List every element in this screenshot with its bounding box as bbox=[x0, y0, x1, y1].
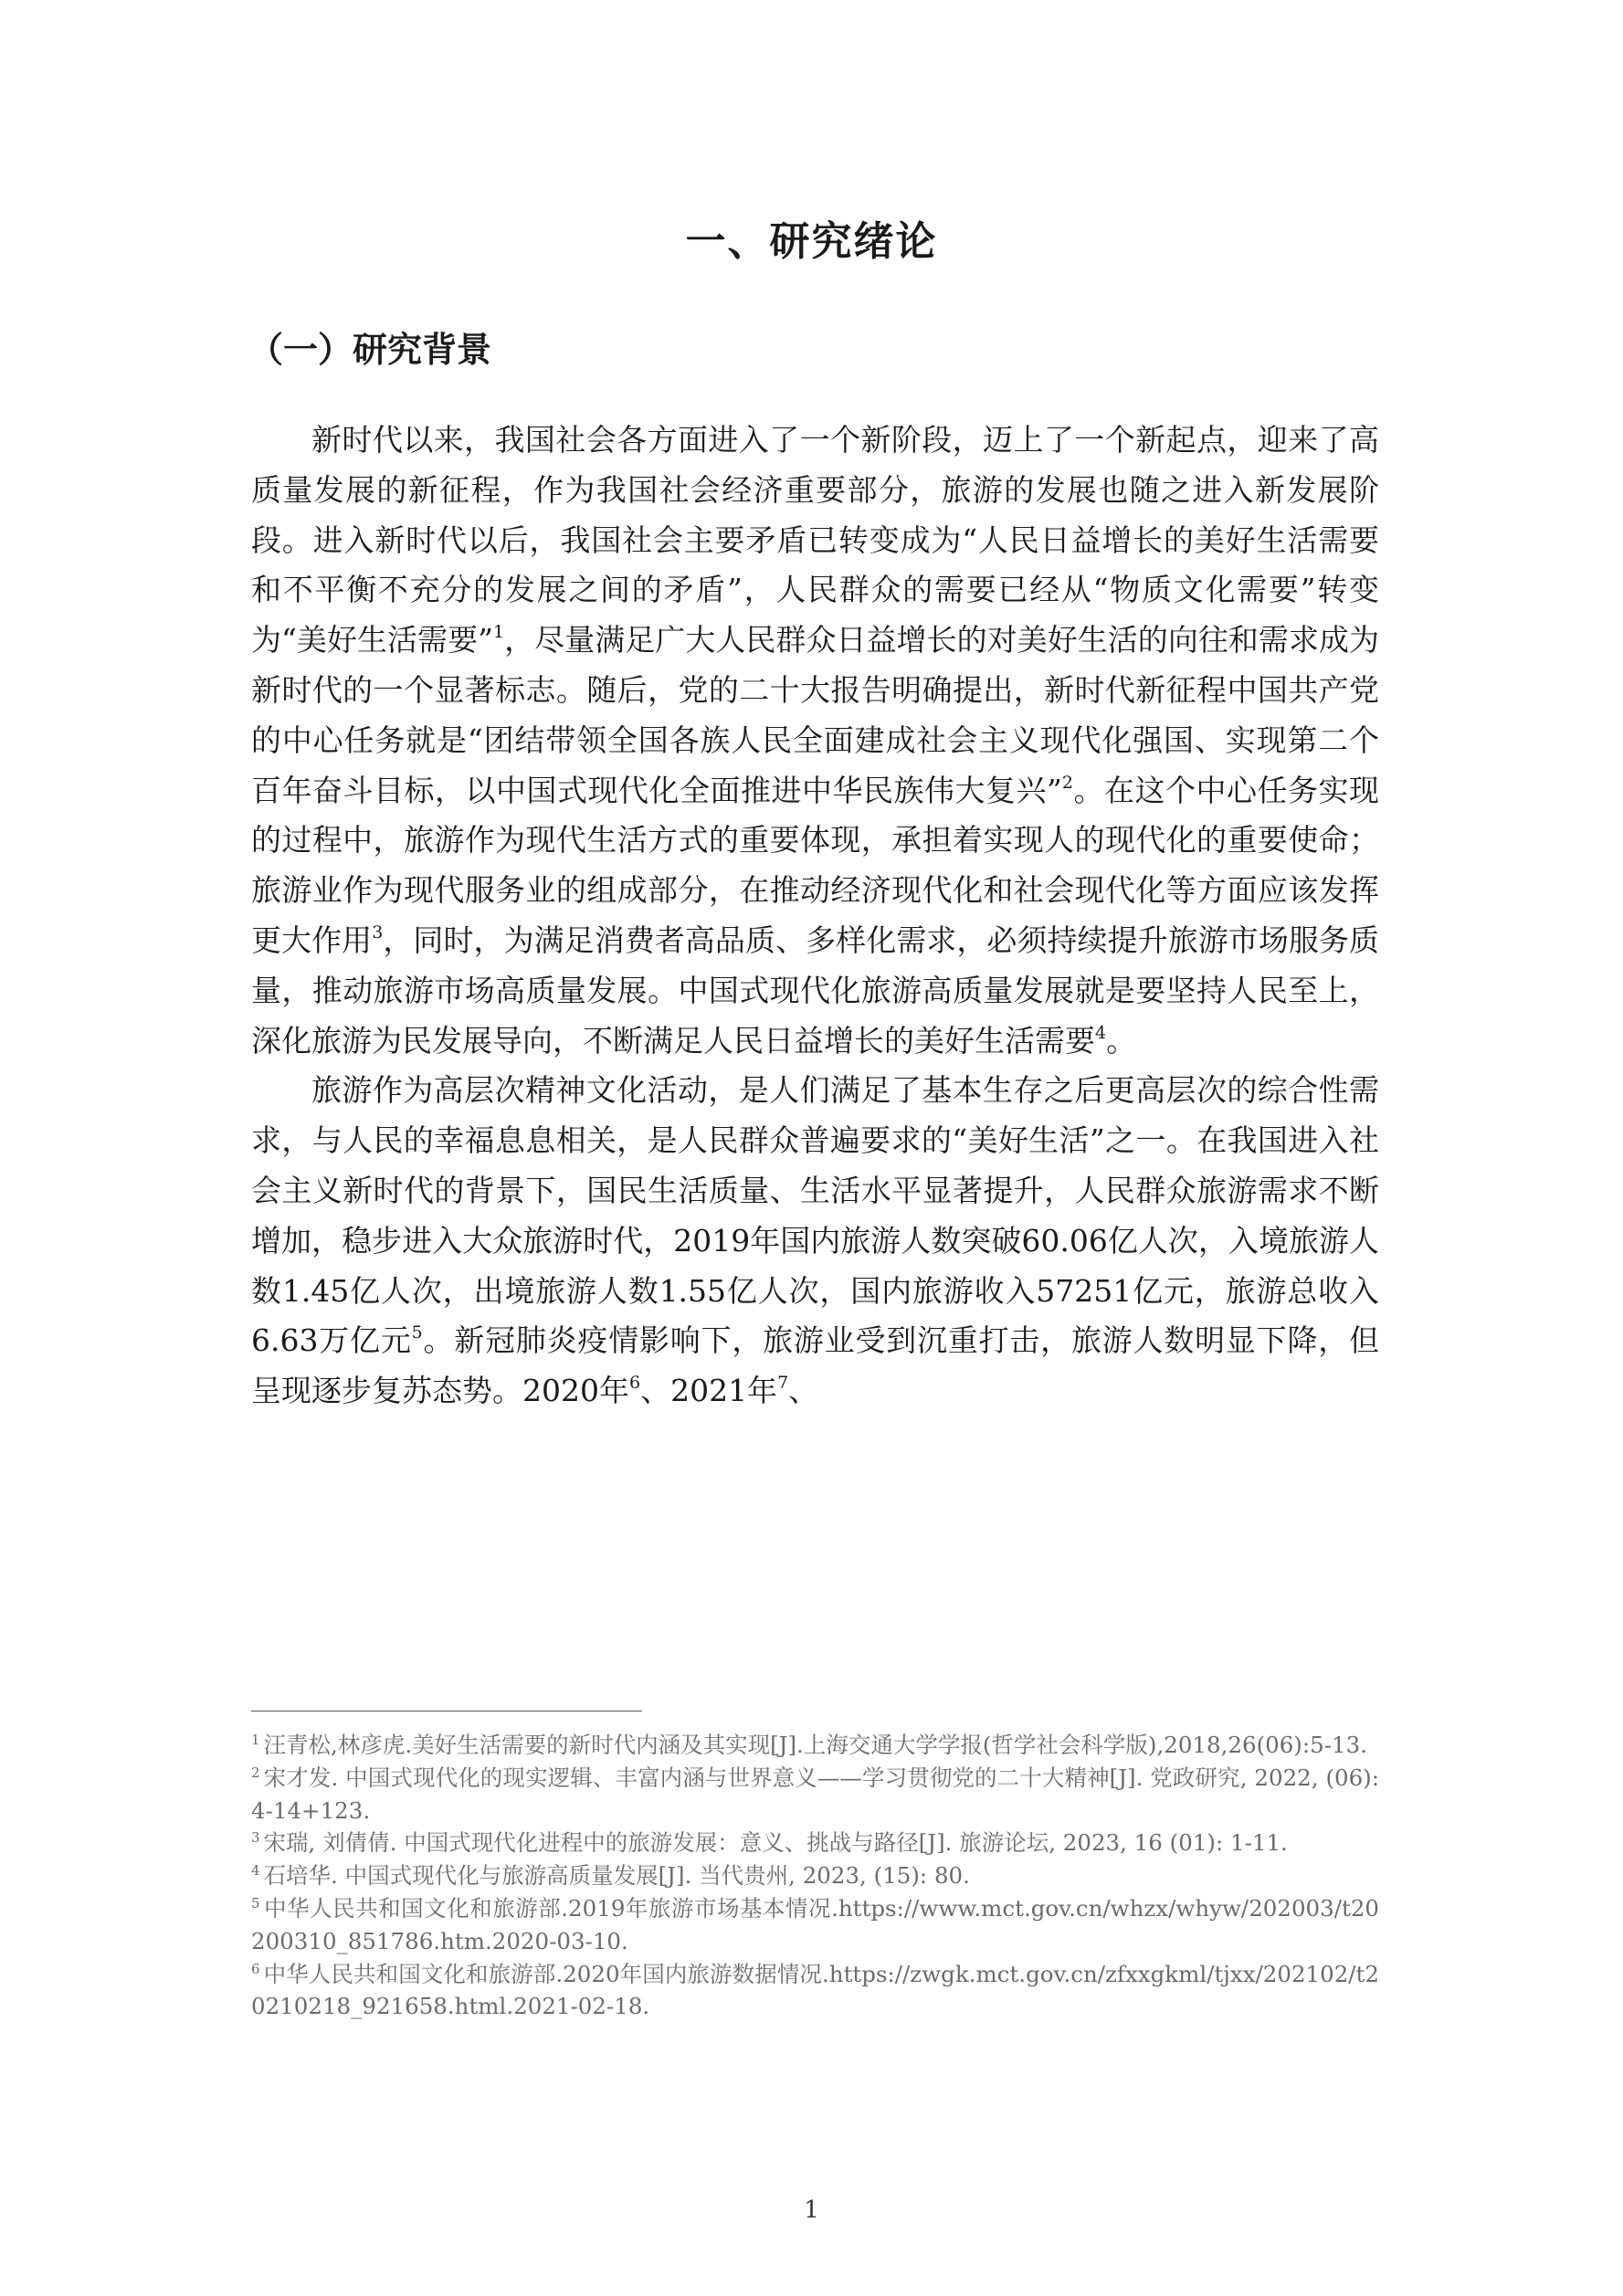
text-segment: 、 bbox=[788, 1373, 819, 1409]
footnote-item bbox=[251, 1827, 1379, 1859]
footnote-text: 汪青松,林彦虎.美好生活需要的新时代内涵及其实现[J].上海交通大学学报(哲学社会科学版),2018,26(06):5-13. bbox=[263, 1732, 1367, 1758]
footnote-item bbox=[251, 1859, 1379, 1892]
text-segment: 。在这个中心任务实现的过程中，旅游作为现代生活方式的重要体现，承担着实现人的现代化的重要使命；旅游业作为现代服务业的组成部分，在推动经济现代化和社会现代化等方面应该发挥更大作用 bbox=[251, 772, 1380, 958]
paragraph bbox=[251, 416, 1379, 1066]
text-segment: 旅游作为高层次精神文化活动，是人们满足了基本生存之后更高层次的综合性需求，与人民的幸福息息相关，是人民群众普遍要求的“美好生活”之一。在我国进入社会主义新时代的背景下，国民生活质量、生活水平显著提升，人民群众旅游需求不断增加，稳步进入大众旅游时代，2019年国内旅游人数突破60.06亿人次，入境旅游人数1.45亿人次，出境旅游人数1.55亿人次，国内旅游收入57251亿元，旅游总收入6.63万亿元 bbox=[251, 1072, 1379, 1359]
section-title: （一）研究背景 bbox=[248, 330, 492, 370]
footnote-number: 2 bbox=[251, 1764, 260, 1781]
text-segment: 、2021年 bbox=[640, 1373, 778, 1409]
footnote-ref[interactable]: 4 bbox=[1095, 1022, 1107, 1043]
footnote-ref[interactable]: 5 bbox=[411, 1322, 423, 1343]
footnote-ref[interactable]: 3 bbox=[372, 922, 384, 943]
text-segment: ，同时，为满足消费者高品质、多样化需求，必须持续提升旅游市场服务质量，推动旅游市场高质量发展。中国式现代化旅游高质量发展就是要坚持人民至上，深化旅游为民发展导向，不断满足人民日益增长的美好生活需要 bbox=[251, 922, 1380, 1058]
footnote-ref[interactable]: 6 bbox=[628, 1373, 641, 1394]
footnote-number: 3 bbox=[251, 1829, 260, 1847]
footnote-item bbox=[251, 1729, 1379, 1762]
chapter-title: 一、研究绪论 bbox=[685, 218, 938, 265]
footnote-item bbox=[251, 1762, 1379, 1827]
text-segment: ，尽量满足广大人民群众日益增长的对美好生活的向往和需求成为新时代的一个显著标志。随后，党的二十大报告明确提出，新时代新征程中国共产党的中心任务就是“团结带领全国各族人民全面建成社会主义现代化强国、实现第二个百年奋斗目标，以中国式现代化全面推进中华民族伟大复兴” bbox=[251, 622, 1379, 808]
footnote-text: 宋瑞, 刘倩倩. 中国式现代化进程中的旅游发展：意义、挑战与路径[J]. 旅游论坛, 2023, 16 (01): 1-11. bbox=[263, 1829, 1288, 1857]
footnote-item bbox=[251, 1892, 1379, 1958]
footnote-number: 5 bbox=[251, 1894, 260, 1912]
footnote-ref[interactable]: 1 bbox=[493, 622, 505, 643]
footnotes bbox=[251, 1729, 1379, 2023]
footnote-text: 宋才发. 中国式现代化的现实逻辑、丰富内涵与世界意义——学习贯彻党的二十大精神[J]. 党政研究, 2022, (06): 4-14+123. bbox=[251, 1764, 1379, 1824]
footnote-ref[interactable]: 7 bbox=[777, 1373, 789, 1394]
footnote-number: 4 bbox=[251, 1862, 260, 1880]
footnote-number: 6 bbox=[251, 1960, 260, 1977]
footnote-item bbox=[251, 1958, 1379, 2024]
footnote-text: 中华人民共和国文化和旅游部.2020年国内旅游数据情况.https://zwgk.mct.gov.cn/zfxxgkml/tjxx/202102/t20210218_921658.html.2021-02-18. bbox=[251, 1960, 1379, 2020]
footnote-number: 1 bbox=[251, 1732, 260, 1748]
footnote-text: 中华人民共和国文化和旅游部.2019年旅游市场基本情况.https://www.mct.gov.cn/whzx/whyw/202003/t20200310_851786.htm.2020-03-10. bbox=[251, 1894, 1379, 1954]
body-text bbox=[251, 416, 1379, 1417]
text-segment: 。新冠肺炎疫情影响下，旅游业受到沉重打击，旅游人数明显下降，但呈现逐步复苏态势。2020年 bbox=[251, 1322, 1380, 1409]
footnote-ref[interactable]: 2 bbox=[1061, 772, 1073, 793]
text-segment: 新时代以来，我国社会各方面进入了一个新阶段，迈上了一个新起点，迎来了高质量发展的新征程，作为我国社会经济重要部分，旅游的发展也随之进入新发展阶段。进入新时代以后，我国社会主要矛盾已转变成为“人民日益增长的美好生活需要和不平衡不充分的发展之间的矛盾”，人民群众的需要已经从“物质文化需要”转变为“美好生活需要” bbox=[251, 422, 1379, 658]
text-segment: 。 bbox=[1106, 1022, 1137, 1058]
page-number: 1 bbox=[804, 2196, 819, 2224]
footnote-text: 石培华. 中国式现代化与旅游高质量发展[J]. 当代贵州, 2023, (15): 80. bbox=[263, 1862, 970, 1890]
paragraph bbox=[251, 1066, 1379, 1417]
